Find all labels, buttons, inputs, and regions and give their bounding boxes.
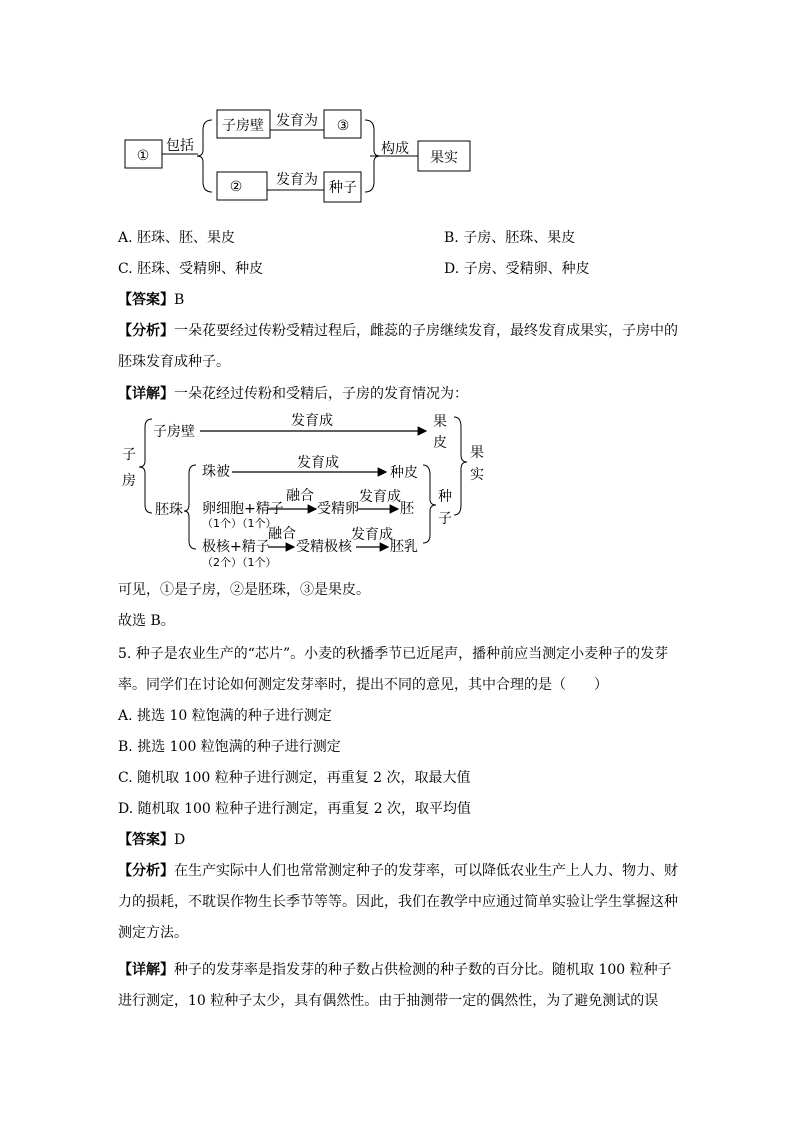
answer-q5-value: D xyxy=(174,832,186,848)
fruit-label: 果实 xyxy=(430,150,458,166)
seed-char1: 种 xyxy=(438,489,452,505)
ovary-wall-label: 子房壁 xyxy=(222,118,264,134)
detail-text: 一朵花经过传粉和受精后，子房的发育情况为： xyxy=(174,386,468,402)
answer-q5 xyxy=(118,830,185,850)
develop-into-label-2: 发育为 xyxy=(276,172,318,188)
q5-stem: 5. 种子是农业生产的“芯片”。小麦的秋播季节已近尾声，播种前应当测定小麦种子的发芽率。同学们在讨论如何测定发芽率时，提出不同的意见，其中合理的是（ ） xyxy=(118,646,669,693)
fuse-label-2: 融合 xyxy=(268,526,296,542)
fruit-char1: 果 xyxy=(470,445,484,461)
pericarp-char1: 果 xyxy=(433,414,447,430)
integument-text: 珠被 xyxy=(202,464,230,480)
develop-label-1: 发育成 xyxy=(291,413,333,429)
ovule-text: 胚珠 xyxy=(155,502,183,518)
ovule-brace xyxy=(184,465,196,549)
detail-q5-label: 【详解】 xyxy=(118,962,174,978)
polar-sperm-text: 极核+精子 xyxy=(202,539,270,555)
embryo-text: 胚 xyxy=(400,501,414,517)
conclusion-text: 可见，①是子房，②是胚珠，③是果皮。 xyxy=(118,582,370,598)
option-c: C. 胚珠、受精卵、种皮 xyxy=(118,261,264,277)
seed-label: 种子 xyxy=(329,180,357,196)
zygote-text: 受精卵 xyxy=(317,501,359,517)
fruit-char2: 实 xyxy=(470,467,484,483)
seed-brace xyxy=(423,465,436,543)
answer-q4 xyxy=(118,290,184,310)
detail-label: 【详解】 xyxy=(118,386,174,402)
fuse-label-1: 融合 xyxy=(286,488,314,504)
seed-char2: 子 xyxy=(438,511,452,527)
detail-q4 xyxy=(118,384,468,404)
develop-into-label-1: 发育为 xyxy=(276,113,318,129)
q5-option-c: C. 随机取 100 粒种子进行测定，再重复 2 次，取最大值 xyxy=(118,770,471,786)
answer-label: 【答案】 xyxy=(118,292,174,308)
q5-option-b: B. 挑选 100 粒饱满的种子进行测定 xyxy=(118,739,341,755)
q5-option-d: D. 随机取 100 粒种子进行测定，再重复 2 次，取平均值 xyxy=(118,801,472,817)
node3-label: ③ xyxy=(336,118,350,134)
seed-coat-text: 种皮 xyxy=(390,465,418,481)
ovary-development-diagram xyxy=(0,405,794,580)
fruit-formation-diagram xyxy=(0,0,794,220)
develop-label-4: 发育成 xyxy=(351,527,393,543)
analysis-text: 一朵花要经过传粉受精过程后，雌蕊的子房继续发育，最终发育成果实，子房中的胚珠发育成种子。 xyxy=(118,323,678,370)
polar-sperm-count: （2个）（1个） xyxy=(202,556,277,569)
include-label: 包括 xyxy=(166,138,194,154)
analysis-q4 xyxy=(118,316,678,378)
analysis-label: 【分析】 xyxy=(118,323,174,339)
ovary-wall-text: 子房壁 xyxy=(153,424,195,440)
egg-sperm-count: （1个）（1个） xyxy=(202,517,277,530)
develop-label-3: 发育成 xyxy=(359,489,401,505)
egg-sperm-text: 卵细胞+精子 xyxy=(202,501,284,517)
answer-q5-label: 【答案】 xyxy=(118,832,174,848)
option-a: A. 胚珠、胚、果皮 xyxy=(118,230,236,246)
compose-label: 构成 xyxy=(381,141,409,157)
option-d: D. 子房、受精卵、种皮 xyxy=(444,261,590,277)
analysis-q5 xyxy=(118,856,678,949)
analysis-q5-label: 【分析】 xyxy=(118,863,174,879)
pericarp-char2: 皮 xyxy=(433,435,447,451)
node2-label: ② xyxy=(229,179,243,195)
option-b: B. 子房、胚珠、果皮 xyxy=(444,230,576,246)
fruit-brace xyxy=(454,417,467,515)
endosperm-text: 胚乳 xyxy=(390,539,418,555)
detail-q5-text: 种子的发芽率是指发芽的种子数占供检测的种子数的百分比。随机取 100 粒种子进行测定，10 粒种子太少，具有偶然性。由于抽测带一定的偶然性，为了避免测试的误 xyxy=(118,962,672,1009)
develop-label-2: 发育成 xyxy=(297,455,339,471)
ovary-char2: 房 xyxy=(122,473,136,489)
analysis-q5-text: 在生产实际中人们也常常测定种子的发芽率，可以降低农业生产上人力、物力、财力的损耗，不耽误作物生长季节等等。因此，我们在教学中应通过简单实验让学生掌握这种测定方法。 xyxy=(118,863,678,941)
choose-text: 故选 B。 xyxy=(118,613,175,629)
q5-option-a: A. 挑选 10 粒饱满的种子进行测定 xyxy=(118,708,332,724)
ovary-brace xyxy=(139,419,152,513)
left-brace xyxy=(197,120,212,192)
detail-q5 xyxy=(118,955,678,1017)
ovary-char1: 子 xyxy=(122,447,136,463)
fertilized-polar-text: 受精极核 xyxy=(296,539,352,555)
node1-label: ① xyxy=(136,148,150,164)
answer-value: B xyxy=(174,292,185,308)
